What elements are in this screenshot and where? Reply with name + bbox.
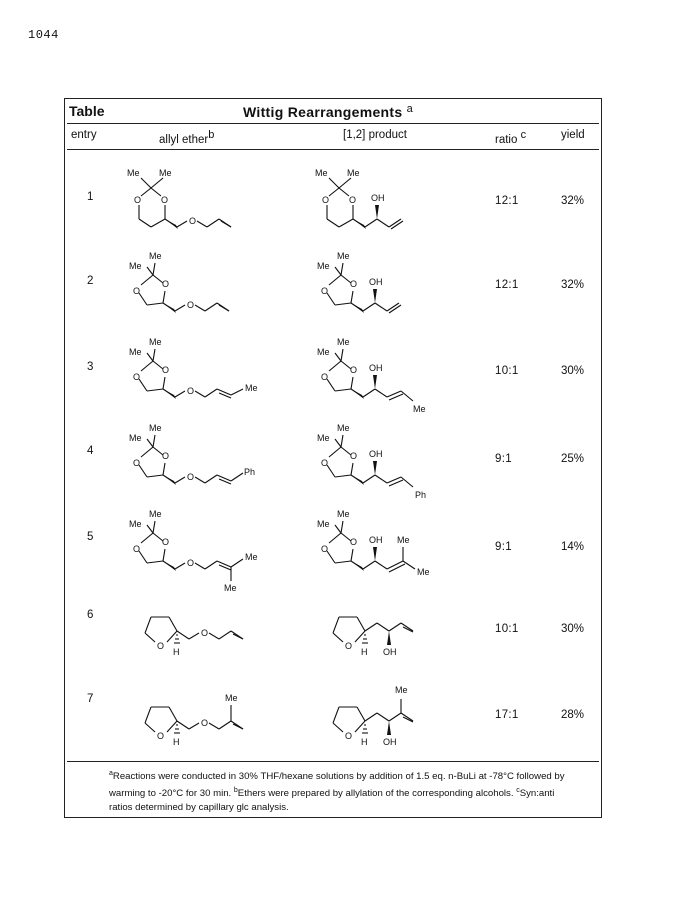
footnote-mark-b: b xyxy=(233,787,238,794)
product-structure xyxy=(311,417,491,512)
oxygen-atom-label: O xyxy=(201,718,209,728)
yield-value: 30% xyxy=(561,365,585,377)
methyl-label: Me xyxy=(315,168,328,178)
oxygen-atom-label: O xyxy=(133,286,141,296)
methyl-label: Me xyxy=(317,519,330,529)
table-title-text: Wittig Rearrangements xyxy=(243,104,403,120)
structure-svg-7b xyxy=(311,679,481,759)
methyl-substituent-label: Me xyxy=(245,552,258,562)
header-allyl-ether xyxy=(159,129,214,146)
hydrogen-label: H xyxy=(361,737,368,747)
methyl-label: Me xyxy=(129,519,142,529)
oxygen-atom-label: O xyxy=(157,641,165,651)
yield-value: 25% xyxy=(561,453,585,465)
methyl-label: Me xyxy=(337,337,350,347)
yield-value: 30% xyxy=(561,623,585,635)
header-allyl-ether-mark: b xyxy=(208,129,215,141)
methyl-label: Me xyxy=(347,168,360,178)
oxygen-atom-label: O xyxy=(162,365,170,375)
allyl-ether-structure xyxy=(123,503,303,598)
oxygen-atom-label: O xyxy=(187,472,195,482)
hydrogen-label: H xyxy=(173,737,180,747)
yield-value: 32% xyxy=(561,279,585,291)
methyl-label: Me xyxy=(149,423,162,433)
table-title-footnote-mark: a xyxy=(406,103,414,115)
product-structure xyxy=(311,245,471,330)
allyl-ether-structure xyxy=(123,245,283,330)
hydrogen-label: H xyxy=(361,647,368,657)
wittig-table xyxy=(64,98,602,818)
footnote-mark-c: c xyxy=(516,787,520,794)
oxygen-atom-label: O xyxy=(161,195,169,205)
oxygen-atom-label: O xyxy=(322,195,330,205)
entry-number: 5 xyxy=(87,531,94,543)
structure-svg-3a xyxy=(123,331,303,411)
ratio-value: 9:1 xyxy=(495,453,512,465)
header-entry: entry xyxy=(71,129,97,141)
oxygen-atom-label: O xyxy=(157,731,165,741)
hydroxyl-label: OH xyxy=(383,737,397,747)
ratio-value: 10:1 xyxy=(495,623,519,635)
methyl-substituent-label: Me xyxy=(395,685,408,695)
ratio-value: 9:1 xyxy=(495,541,512,553)
methyl-substituent-label: Me xyxy=(224,583,237,593)
oxygen-atom-label: O xyxy=(321,458,329,468)
header-ratio-text: ratio xyxy=(495,134,518,146)
header-ratio xyxy=(495,129,526,146)
footnote-b: Ethers were prepared by allylation of the corresponding alcohols. xyxy=(237,788,514,799)
oxygen-atom-label: O xyxy=(321,544,329,554)
oxygen-atom-label: O xyxy=(350,279,358,289)
yield-value: 32% xyxy=(561,195,585,207)
oxygen-atom-label: O xyxy=(162,537,170,547)
allyl-ether-structure xyxy=(123,599,293,674)
entry-number: 3 xyxy=(87,361,94,373)
oxygen-atom-label: O xyxy=(350,365,358,375)
entry-number: 1 xyxy=(87,191,94,203)
methyl-label: Me xyxy=(317,433,330,443)
product-structure xyxy=(311,503,491,598)
oxygen-atom-label: O xyxy=(187,300,195,310)
hydroxyl-label: OH xyxy=(369,535,383,545)
oxygen-atom-label: O xyxy=(162,279,170,289)
oxygen-atom-label: O xyxy=(133,544,141,554)
oxygen-atom-label: O xyxy=(133,458,141,468)
ratio-value: 10:1 xyxy=(495,365,519,377)
footnote-a: Reactions were conducted in 30% THF/hexane solutions by addition of 1.5 eq. n-BuLi at -78°C followed by warming to -20°C for 30 min. xyxy=(109,771,565,799)
oxygen-atom-label: O xyxy=(133,372,141,382)
structure-svg-1b xyxy=(311,161,471,241)
entry-number: 7 xyxy=(87,693,94,705)
structure-svg-7a xyxy=(123,679,293,759)
methyl-label: Me xyxy=(317,347,330,357)
hydroxyl-label: OH xyxy=(369,277,383,287)
structure-svg-2a xyxy=(123,245,283,325)
hydrogen-label: H xyxy=(173,647,180,657)
methyl-label: Me xyxy=(149,251,162,261)
oxygen-atom-label: O xyxy=(350,451,358,461)
ratio-value: 12:1 xyxy=(495,279,519,291)
structure-svg-6a xyxy=(123,599,293,669)
product-structure xyxy=(311,599,481,674)
header-bottom-rule xyxy=(67,149,599,150)
structure-svg-5a xyxy=(123,503,303,593)
methyl-label: Me xyxy=(159,168,172,178)
oxygen-atom-label: O xyxy=(189,216,197,226)
allyl-ether-structure xyxy=(123,331,303,416)
ratio-value: 12:1 xyxy=(495,195,519,207)
structure-svg-6b xyxy=(311,599,481,669)
structure-svg-2b xyxy=(311,245,471,325)
oxygen-atom-label: O xyxy=(349,195,357,205)
allyl-ether-structure xyxy=(123,417,303,502)
methyl-label: Me xyxy=(129,261,142,271)
methyl-substituent-label: Me xyxy=(225,693,238,703)
hydroxyl-label: OH xyxy=(369,363,383,373)
oxygen-atom-label: O xyxy=(134,195,142,205)
oxygen-atom-label: O xyxy=(345,641,353,651)
oxygen-atom-label: O xyxy=(162,451,170,461)
oxygen-atom-label: O xyxy=(321,286,329,296)
footnote-rule xyxy=(67,761,599,762)
product-structure xyxy=(311,331,491,426)
entry-number: 4 xyxy=(87,445,94,457)
methyl-label: Me xyxy=(127,168,140,178)
methyl-substituent-label: Me xyxy=(417,567,430,577)
allyl-ether-structure xyxy=(123,161,283,246)
methyl-label: Me xyxy=(149,509,162,519)
page-number: 1044 xyxy=(28,28,59,42)
structure-svg-1a xyxy=(123,161,283,241)
oxygen-atom-label: O xyxy=(201,628,209,638)
footnote-c: Syn:anti ratios determined by capillary glc analysis. xyxy=(109,788,555,813)
allyl-ether-structure xyxy=(123,679,293,764)
table-label: Table xyxy=(69,103,105,119)
structure-svg-4b xyxy=(311,417,491,507)
phenyl-substituent-label: Ph xyxy=(244,467,256,477)
oxygen-atom-label: O xyxy=(187,386,195,396)
entry-number: 2 xyxy=(87,275,94,287)
ratio-value: 17:1 xyxy=(495,709,519,721)
methyl-substituent-label: Me xyxy=(397,535,410,545)
structure-svg-4a xyxy=(123,417,303,497)
hydroxyl-label: OH xyxy=(383,647,397,657)
yield-value: 14% xyxy=(561,541,585,553)
methyl-label: Me xyxy=(317,261,330,271)
hydroxyl-label: OH xyxy=(371,193,385,203)
oxygen-atom-label: O xyxy=(345,731,353,741)
header-product: [1,2] product xyxy=(343,129,407,141)
hydroxyl-label: OH xyxy=(369,449,383,459)
header-top-rule xyxy=(67,123,599,124)
header-ratio-mark: c xyxy=(520,129,527,141)
oxygen-atom-label: O xyxy=(321,372,329,382)
methyl-label: Me xyxy=(337,423,350,433)
product-structure xyxy=(311,161,471,246)
oxygen-atom-label: O xyxy=(350,537,358,547)
methyl-substituent-label: Me xyxy=(413,404,426,414)
structure-svg-3b xyxy=(311,331,491,421)
methyl-label: Me xyxy=(129,347,142,357)
oxygen-atom-label: O xyxy=(187,558,195,568)
table-footnotes xyxy=(109,767,579,815)
methyl-label: Me xyxy=(149,337,162,347)
yield-value: 28% xyxy=(561,709,585,721)
methyl-label: Me xyxy=(129,433,142,443)
methyl-label: Me xyxy=(337,509,350,519)
methyl-label: Me xyxy=(337,251,350,261)
footnote-mark-a: a xyxy=(109,770,113,777)
methyl-substituent-label: Me xyxy=(245,383,258,393)
entry-number: 6 xyxy=(87,609,94,621)
header-allyl-ether-text: allyl ether xyxy=(159,134,209,146)
table-title xyxy=(243,103,413,120)
phenyl-substituent-label: Ph xyxy=(415,490,427,500)
product-structure xyxy=(311,679,481,764)
structure-svg-5b xyxy=(311,503,491,593)
header-yield: yield xyxy=(561,129,585,141)
